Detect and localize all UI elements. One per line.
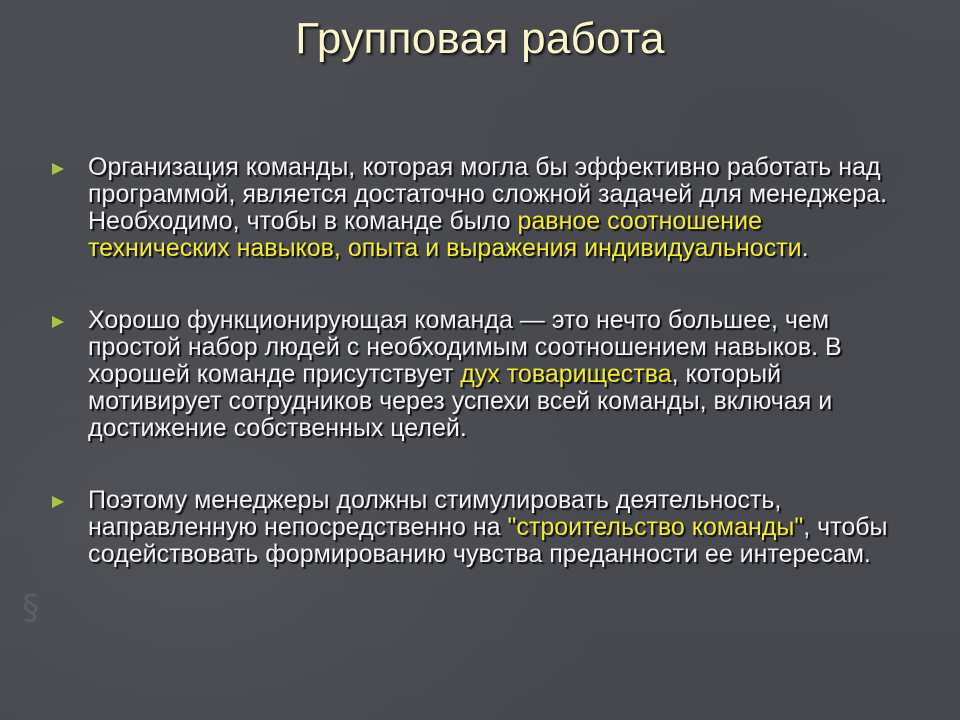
bullet-highlight: равное соотношение технических навыков, опыта и выражения индивидуальности: [88, 207, 802, 262]
bullet-text-end: .: [801, 234, 809, 262]
bullet-text-end: , чтобы содействовать формированию чувства преданности ее интересам.: [88, 513, 888, 568]
background-decoration-icon: §: [22, 588, 39, 628]
bullet-item-team-organization: [52, 154, 904, 262]
bullet-text: Организация команды, которая могла бы эффективно работать над программой, является достаточно сложной задачей для менеджера. Необходимо, чтобы в команде было: [88, 153, 888, 235]
bullet-text: Хорошо функционирующая команда — это нечто большее, чем простой набор людей с необходимым соотношением навыков. В хорошей команде присутствует: [88, 306, 842, 388]
slide-title: Групповая работа: [295, 14, 665, 63]
bullet-highlight: "строительство команды": [507, 513, 804, 541]
bullet-item-team-building: [52, 487, 904, 568]
bullet-arrow-icon: [52, 496, 64, 508]
bullet-arrow-icon: [52, 316, 64, 328]
bullet-text: Поэтому менеджеры должны стимулировать деятельность, направленную непосредственно на: [88, 486, 782, 541]
bullet-list: [52, 154, 904, 613]
bullet-highlight: дух товарищества: [460, 360, 672, 388]
bullet-item-team-spirit: [52, 307, 904, 442]
bullet-text-end: , который мотивирует сотрудников через успехи всей команды, включая и достижение собственных целей.: [88, 360, 833, 442]
bullet-arrow-icon: [52, 163, 64, 175]
